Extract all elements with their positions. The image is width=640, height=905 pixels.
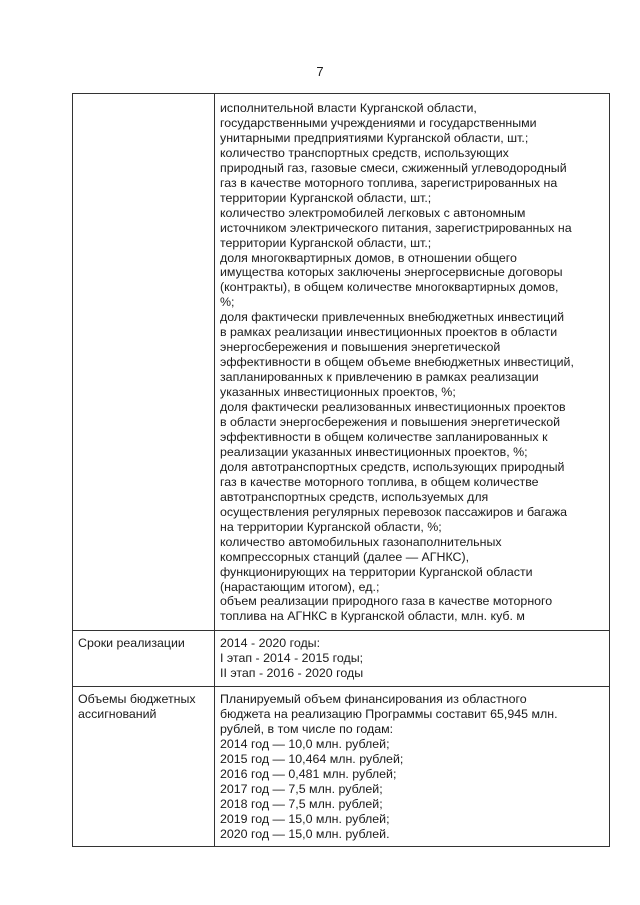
indicator-line: в области энергосбережения и повышения энергетической: [220, 415, 561, 430]
indicator-line: природный газ, газовые смеси, сжиженный углеводородный: [220, 160, 567, 175]
budget-line: 2017 год — 7,5 млн. рублей;: [220, 781, 383, 796]
budget-line: 2016 год — 0,481 млн. рублей;: [220, 766, 397, 781]
budget-cell: [215, 687, 610, 847]
indicator-line: компрессорных станций (далее — АГНКС),: [220, 549, 470, 564]
indicator-line: функционирующих на территории Курганской области: [220, 564, 533, 579]
budget-line: 2020 год — 15,0 млн. рублей.: [220, 826, 390, 841]
timeline-label-text: Сроки реализации: [78, 636, 185, 651]
indicator-line: запланированных к привлечению в рамках реализации: [220, 370, 539, 385]
indicator-line: доля автотранспортных средств, использующих природный: [220, 459, 565, 474]
indicator-line: унитарными предприятиями Курганской области, шт.;: [220, 130, 529, 145]
table-row-timeline: [73, 631, 610, 687]
indicator-line: территории Курганской области, шт.;: [220, 235, 432, 250]
indicator-line: количество автомобильных газонаполнительных: [220, 534, 502, 549]
indicator-line: количество электромобилей легковых с автономным: [220, 205, 526, 220]
indicators-cell: [215, 94, 610, 631]
budget-line: 2019 год — 15,0 млн. рублей;: [220, 811, 390, 826]
indicator-line: доля фактически реализованных инвестиционных проектов: [220, 400, 566, 415]
indicator-line: в рамках реализации инвестиционных проектов в области: [220, 325, 558, 340]
budget-line: 2018 год — 7,5 млн. рублей;: [220, 796, 383, 811]
indicator-line: исполнительной власти Курганской области,: [220, 101, 477, 115]
page-number: 7: [316, 64, 324, 79]
budget-line: 2014 год — 10,0 млн. рублей;: [220, 737, 390, 752]
indicator-line: доля фактически привлеченных внебюджетных инвестиций: [220, 310, 565, 325]
indicator-line: территории Курганской области, шт.;: [220, 190, 432, 205]
indicator-line: на территории Курганской области, %;: [220, 519, 442, 534]
budget-line: рублей, в том числе по годам:: [220, 722, 394, 737]
indicator-line: эффективности в общем количестве запланированных к: [220, 429, 548, 444]
indicator-line: (контракты), в общем количестве многоквартирных домов,: [220, 280, 559, 295]
indicator-line: автотранспортных средств, используемых для: [220, 489, 489, 504]
indicator-line: источником электрического питания, зарегистрированных на: [220, 220, 572, 235]
budget-label-line: ассигнований: [78, 707, 157, 722]
indicator-line: объем реализации природного газа в качестве моторного: [220, 594, 553, 609]
timeline-line: I этап - 2014 - 2015 годы;: [220, 651, 364, 666]
row-label-cell: [73, 94, 215, 631]
indicator-line: (нарастающим итогом), ед.;: [220, 579, 380, 594]
indicator-line: эффективности в общем объеме внебюджетных инвестиций,: [220, 355, 574, 370]
timeline-line: II этап - 2016 - 2020 годы: [220, 666, 364, 681]
indicator-line: доля многоквартирных домов, в отношении общего: [220, 250, 517, 265]
budget-line: Планируемый объем финансирования из областного: [220, 692, 527, 707]
indicator-line: осуществления регулярных перевозок пассажиров и багажа: [220, 504, 568, 519]
budget-line: 2015 год — 10,464 млн. рублей;: [220, 752, 404, 767]
program-passport-table: [72, 93, 610, 847]
timeline-cell: [215, 631, 610, 687]
indicator-line: государственными учреждениями и государственными: [220, 115, 537, 130]
indicator-line: топлива на АГНКС в Курганской области, млн. куб. м: [220, 609, 525, 624]
indicator-line: газ в качестве моторного топлива, в общем количестве: [220, 474, 539, 489]
budget-line: бюджета на реализацию Программы составит 65,945 млн.: [220, 707, 558, 722]
budget-label-line: Объемы бюджетных: [78, 692, 196, 707]
indicator-line: указанных инвестиционных проектов, %;: [220, 385, 456, 400]
budget-label: [73, 687, 215, 847]
table-row-budget: [73, 687, 610, 847]
table-row-indicators: [73, 94, 610, 631]
indicator-line: имущества которых заключены энергосервисные договоры: [220, 265, 563, 280]
timeline-line: 2014 - 2020 годы:: [220, 636, 321, 651]
indicator-line: газ в качестве моторного топлива, зарегистрированных на: [220, 175, 558, 190]
indicator-line: энергосбережения и повышения энергетической: [220, 340, 501, 355]
timeline-label: [73, 631, 215, 687]
indicator-line: количество транспортных средств, использующих: [220, 145, 509, 160]
indicator-line: реализации указанных инвестиционных проектов, %;: [220, 444, 528, 459]
indicator-line: %;: [220, 295, 235, 310]
